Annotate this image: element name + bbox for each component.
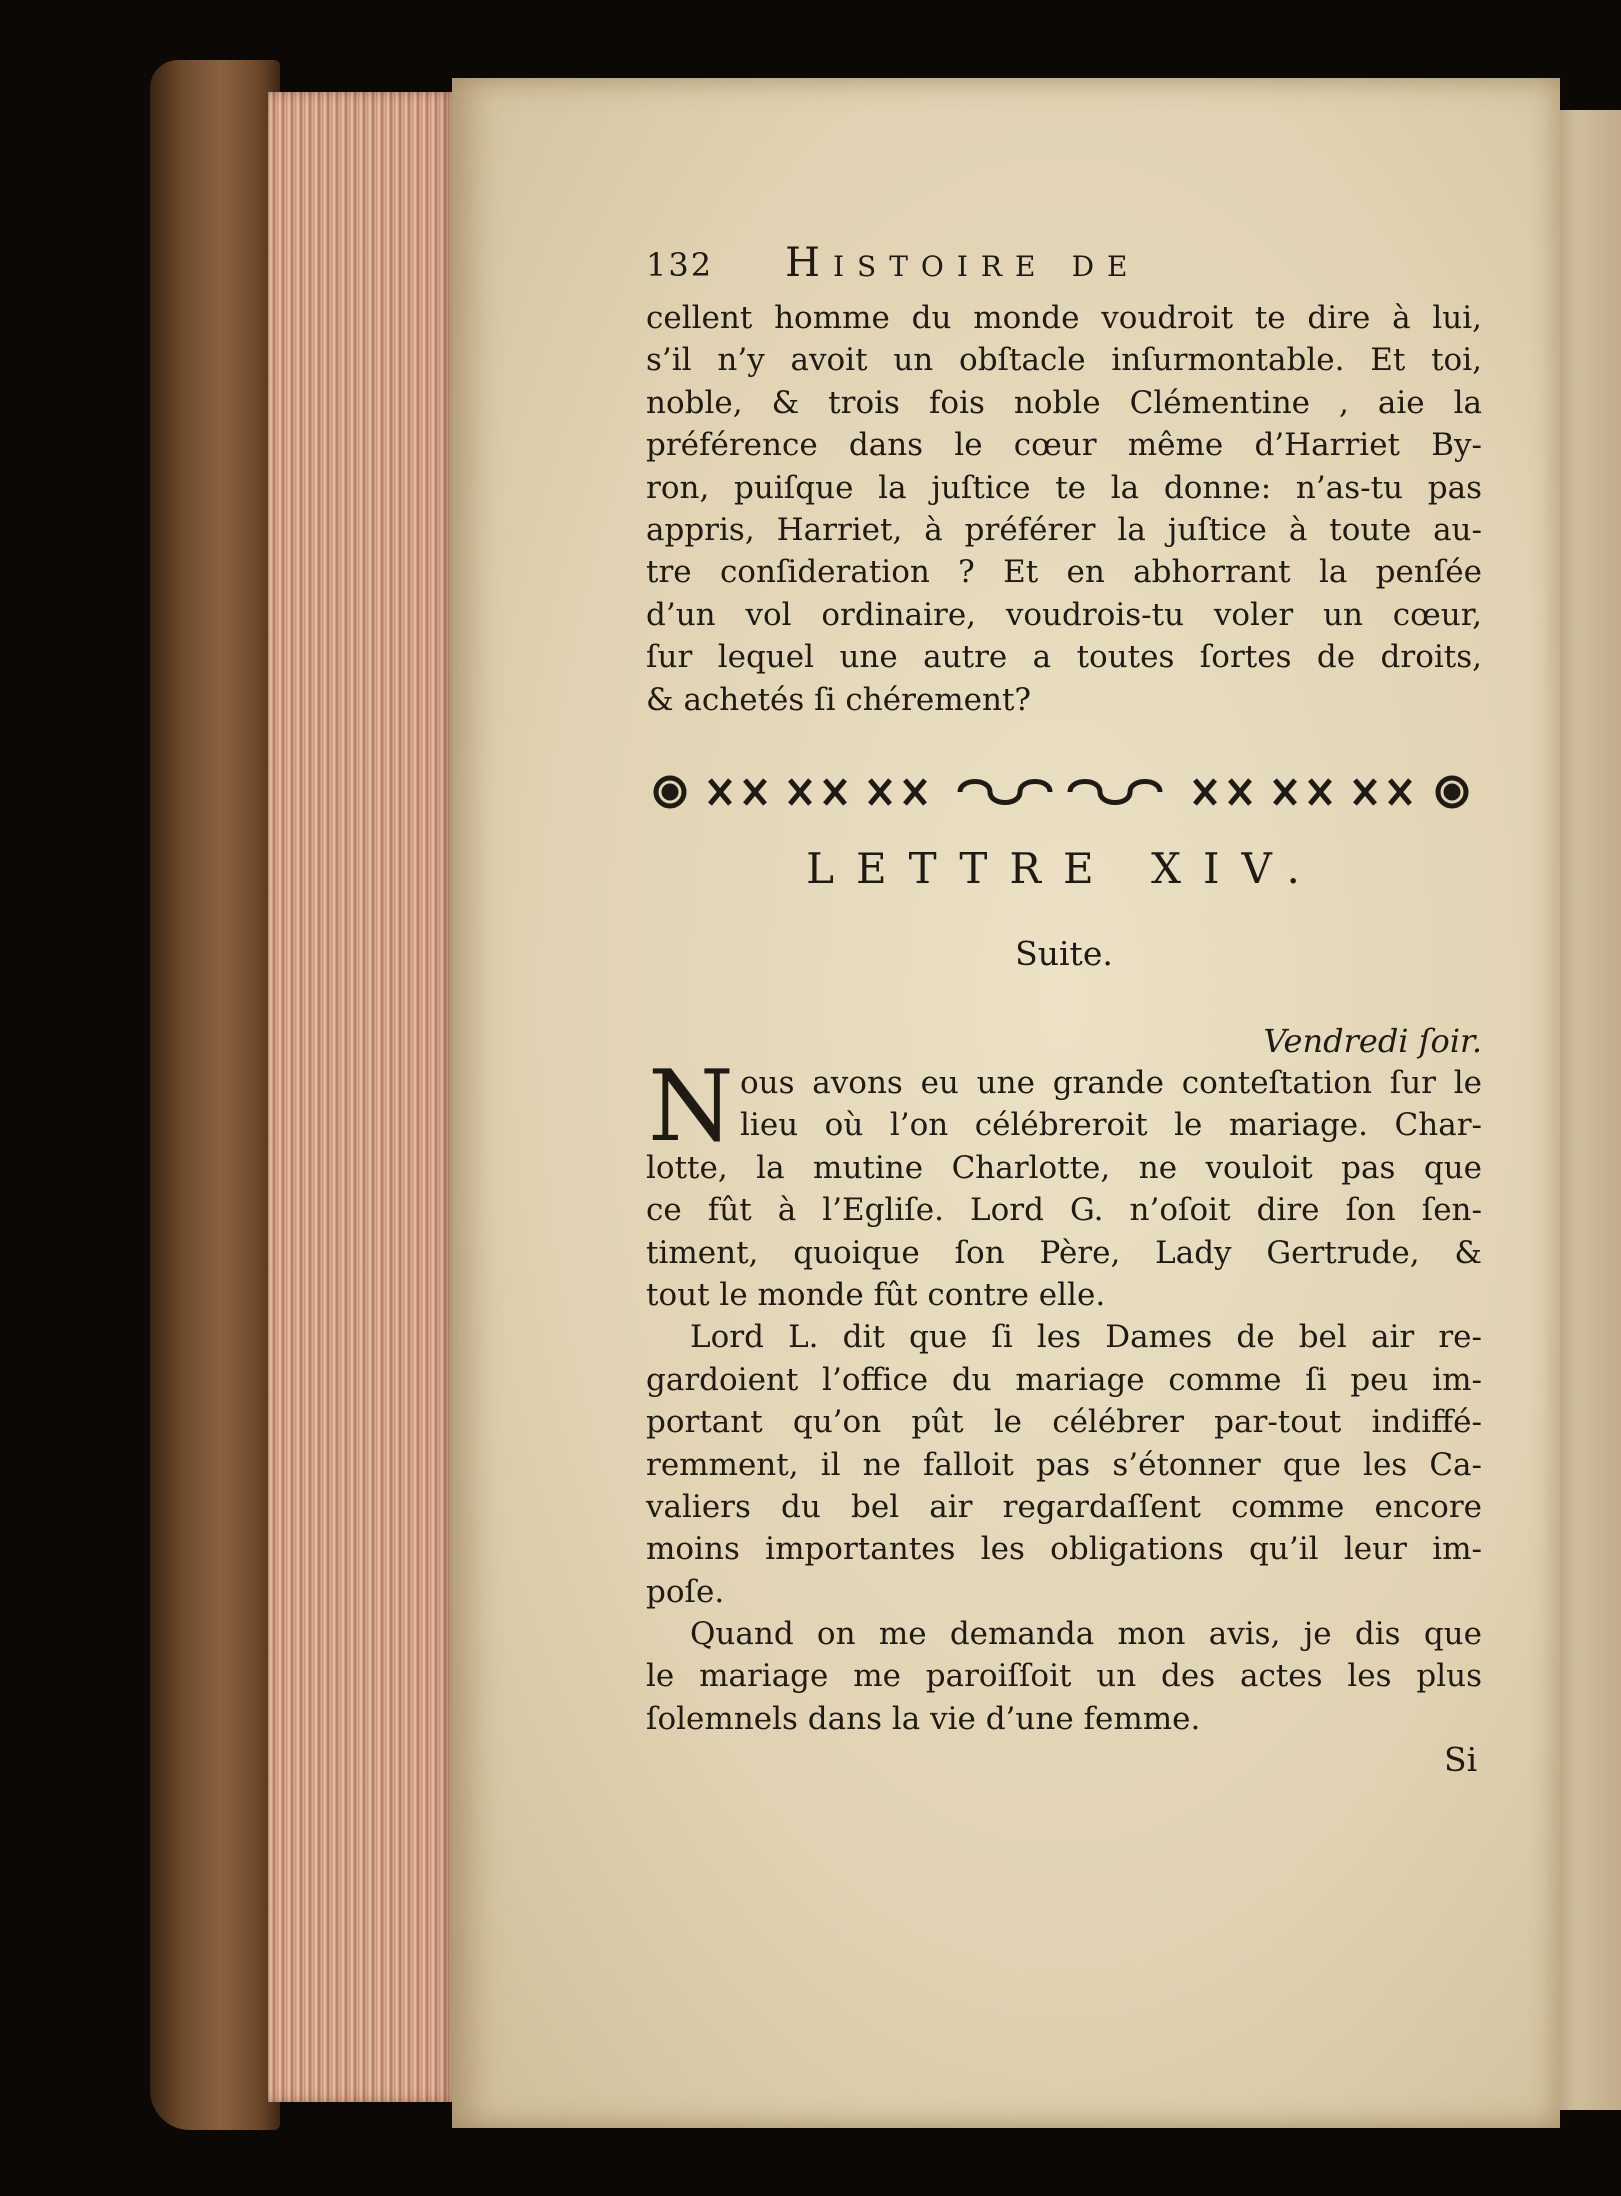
- text-line: préférence dans le cœur même d’Harriet By-: [646, 427, 1482, 464]
- text-line: & achetés ſi chérement?: [646, 681, 1032, 718]
- text-line: Lord L. dit que ſi les Dames de bel air re-: [690, 1319, 1482, 1356]
- text-line: appris, Harriet, à préférer la juſtice à toute au-: [646, 511, 1482, 548]
- text-line: s’il n’y avoit un obſtacle inſurmontable. Et toi,: [646, 342, 1482, 379]
- text-line: valiers du bel air regardaſſent comme encore: [646, 1488, 1482, 1525]
- text-line: moins importantes les obligations qu’il leur im-: [646, 1531, 1482, 1568]
- continued-paragraph: [646, 297, 1482, 721]
- text-line: ron, puiſque la juſtice te la donne: n’as-tu pas: [646, 469, 1482, 506]
- catchword: Si: [1444, 1740, 1478, 1779]
- text-line: poſe.: [646, 1573, 725, 1610]
- drop-cap: N: [648, 1050, 734, 1164]
- text-line: tout le monde fût contre elle.: [646, 1276, 1106, 1313]
- text-line: timent, quoique ſon Père, Lady Gertrude, &: [646, 1234, 1482, 1271]
- text-line: d’un vol ordinaire, voudrois-tu voler un cœur,: [646, 596, 1482, 633]
- text-line: ſolemnels dans la vie d’une femme.: [646, 1700, 1201, 1737]
- running-title-initial: H: [785, 240, 833, 286]
- running-head: [646, 240, 1286, 286]
- letter-heading: LETTRE XIV.: [806, 844, 1322, 893]
- text-line: portant qu’on pût le célébrer par-tout indiffé-: [646, 1404, 1482, 1441]
- page-edges: [268, 92, 454, 2102]
- running-title-word2: DE: [1071, 250, 1141, 283]
- text-line: noble, & trois fois noble Clémentine , aie la: [646, 384, 1482, 421]
- text-line: remment, il ne falloit pas s’étonner que les Ca-: [646, 1446, 1482, 1483]
- letter-subheading: Suite.: [1015, 934, 1113, 973]
- letter-body: [646, 1050, 1482, 1740]
- text-line: le mariage me paroiſſoit un des actes les plus: [646, 1658, 1482, 1695]
- leather-binding: [150, 60, 280, 2130]
- running-title-rest: ISTOIRE: [832, 250, 1049, 283]
- dateline: Vendredi ſoir.: [1263, 1022, 1482, 1060]
- running-title: [785, 240, 1140, 286]
- text-line: Quand on me demanda mon avis, je dis que: [690, 1616, 1482, 1653]
- text-line: ſur lequel une autre a toutes ſortes de droits,: [646, 639, 1482, 676]
- text-line: ous avons eu une grande conteſtation ſur le: [740, 1065, 1482, 1101]
- text-line: lotte, la mutine Charlotte, ne vouloit pas que: [646, 1149, 1482, 1186]
- text-line: tre conſideration ? Et en abhorrant la penſée: [646, 554, 1482, 591]
- ornamental-divider-icon: [650, 766, 1476, 818]
- text-line: gardoient l’office du mariage comme ſi peu im-: [646, 1361, 1482, 1398]
- text-line: lieu où l’on célébreroit le mariage. Char-: [740, 1107, 1482, 1144]
- text-line: ce fût à l’Egliſe. Lord G. n’oſoit dire ſon ſen-: [646, 1192, 1482, 1229]
- page-number: 132: [646, 246, 714, 284]
- text-line: cellent homme du monde voudroit te dire à lui,: [646, 300, 1482, 336]
